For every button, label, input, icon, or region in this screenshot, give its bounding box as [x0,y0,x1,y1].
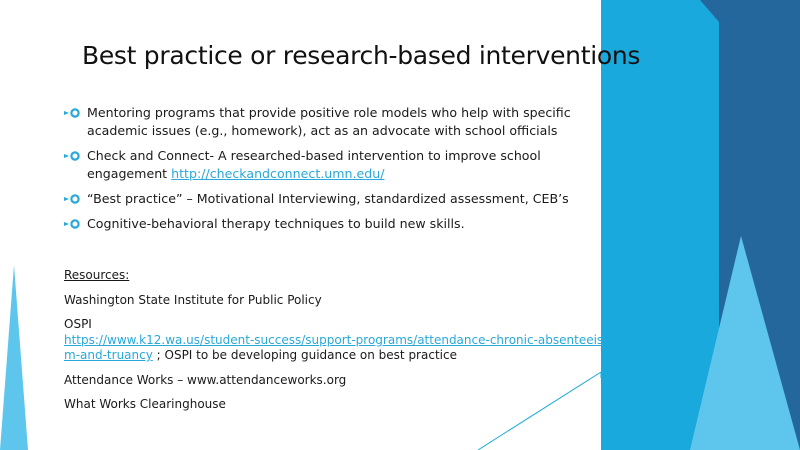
bullet-arrow-icon [64,151,80,161]
bullet-list [64,104,604,240]
resource-attendance-works: Attendance Works – www.attendanceworks.org [64,372,347,387]
resource-ospi-label: OSPI [64,317,92,331]
resource-wsipp: Washington State Institute for Public Policy [64,292,322,307]
check-and-connect-link[interactable]: http://checkandconnect.umn.edu/ [171,166,385,181]
slide-title: Best practice or research-based interventions [82,41,641,70]
bullet-item-cbt [64,215,604,233]
bullet-text: Cognitive-behavioral therapy techniques to build new skills. [87,216,465,231]
resource-wwc: What Works Clearinghouse [64,397,226,411]
resources-section [64,268,609,422]
resources-heading: Resources: [64,268,130,282]
ospi-link[interactable]: https://www.k12.wa.us/student-success/support-programs/attendance-chronic-absenteeism-and-truancy [64,332,604,362]
bullet-arrow-icon [64,194,80,204]
bullet-arrow-icon [64,108,80,118]
bullet-text: Check and Connect- A researched-based intervention to improve school engagement [87,148,541,181]
resource-ospi-suffix: ; OSPI to be developing guidance on best practice [152,348,457,362]
bullet-arrow-icon [64,219,80,229]
bullet-item-mentoring [64,104,604,140]
bullet-item-check-and-connect [64,147,604,183]
left-triangle [0,265,28,450]
bullet-text: “Best practice” – Motivational Interviewing, standardized assessment, CEB’s [87,191,569,206]
bullet-text: Mentoring programs that provide positive role models who help with specific academic issues (e.g., homework), act as an advocate with school officials [87,105,571,138]
resource-ospi [64,317,609,364]
bullet-item-best-practice [64,190,604,208]
